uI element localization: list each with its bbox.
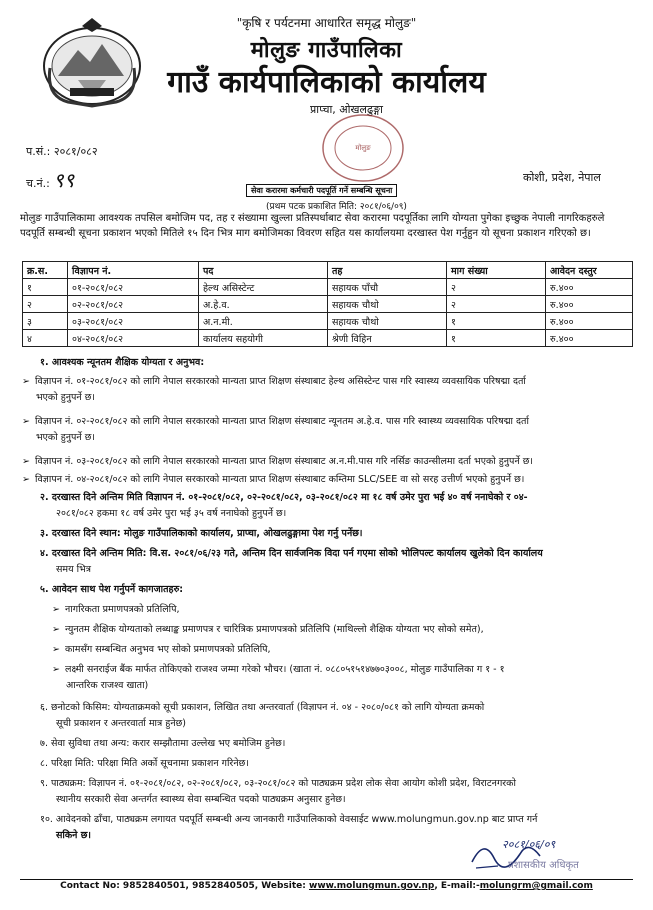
table-cell: १ [23,279,68,296]
arrow-icon: ➢ [52,604,60,615]
table-cell: अ.हे.व. [199,296,328,313]
contact-text: Contact No: 9852840501, 9852840505, Website: [60,881,310,891]
document-item [52,622,484,638]
col-header: पद [199,262,328,279]
section-1-heading: १. आवश्यक न्यूनतम शैक्षिक योग्यता र अनुभव: [40,357,205,368]
section-4: ४. दरखास्त दिने अन्तिम मिति: वि.स. २०८१/०६/२३ गते, अन्तिम दिन सार्वजनिक विदा पर्न गएमा सोको भोलिपल्ट कार्यालय खुलेको दिन कार्यालय [40,548,543,559]
section-8: ८. परिक्षा मिति: परिक्षा मिति अर्को सूचनामा प्रकाशन गरिनेछ। [40,758,249,769]
table-cell: ०४-२०८१/०८२ [68,330,199,347]
palika-name: मोलुङ गाउँपालिका [250,38,403,63]
bullet-3 [22,454,533,470]
table-cell: रु.४०० [546,330,633,347]
col-header: विज्ञापन नं. [68,262,199,279]
province-address: कोशी, प्रदेश, नेपाल [523,171,601,184]
arrow-icon: ➢ [22,474,30,485]
section-2-cont: २०८१/०८२ हकमा १८ वर्ष उमेर पुरा भई ३५ वर्ष ननाघेको हुनुपर्ने छ। [56,508,287,519]
table-cell: ४ [23,330,68,347]
svg-text:मोलुङ: मोलुङ [355,144,371,152]
arrow-icon: ➢ [52,664,60,675]
col-header: तह [328,262,447,279]
col-header: माग संख्या [447,262,546,279]
document-item-text: न्युनतम शैक्षिक योग्यताको लब्धाङ्क प्रमाणपत्र र चारित्रिक प्रमाणपत्रको प्रतिलिपि (माथिल्लो शैक्षिक योग्यता भए सोको समेत), [65,624,484,635]
table-cell: २ [23,296,68,313]
table-row [23,279,633,296]
section-9: ९. पाठ्यक्रम: विज्ञापन नं. ०१-२०८१/०८२, ०२-२०८१/०८२, ०३-२०८१/०८२ को पाठ्यक्रम प्रदेश लोक सेवा आयोग कोशी प्रदेश, विराटनगरको [40,778,516,789]
footer-divider [20,879,633,880]
office-title: गाउँ कार्यपालिकाको कार्यालय [167,65,486,100]
col-header: क्र.स. [23,262,68,279]
section-3: ३. दरखास्त दिने स्थान: मोलुङ गाउँपालिकाको कार्यालय, प्राप्चा, ओखलढुङ्गामा पेश गर्नु पर्नेछ। [40,528,363,539]
bullet-4 [22,472,524,488]
motto: "कृषि र पर्यटनमा आधारित समृद्ध मोलुङ" [236,16,417,30]
table-cell: २ [447,279,546,296]
notice-title: सेवा करारमा कर्मचारी पदपूर्ति गर्ने सम्बन्धि सूचना [246,184,397,197]
document-item-cont: आन्तरिक राजश्व खाता) [66,680,149,691]
bullet-3-text: विज्ञापन नं. ०३-२०८१/०८२ को लागि नेपाल सरकारको मान्यता प्राप्त शिक्षण संस्थाबाट अ.न.मी.पास गरि नर्सिङ काउन्सीलमा दर्ता भएको हुनुपर्ने छ। [35,456,533,467]
intro-paragraph: मोलुङ गाउँपालिकामा आवश्यक तपसिल बमोजिम पद, तह र संख्यामा खुल्ला प्रतिस्पर्धाबाट सेवा करारमा पदपूर्तिका लागि योग्यता पुगेका इच्छुक नेपाली नागरिकहरुले पदपूर्ति सम्बन्धी सूचना प्रकाशन भएको मितिले १५ दिन भित्र माग बमोजिमका विवरण सहित यस कार्यालयमा दरखास्त पेश गर्नुहुन यो सूचना प्रकाशन गरिएको छ। [20,213,605,239]
section-5-heading: ५. आवेदन साथ पेश गर्नुपर्ने कागजातहरु: [40,584,184,595]
email-link[interactable]: molungrm@gmail.com [479,881,593,891]
document-item-text: नागरिकता प्रमाणपत्रको प्रतिलिपि, [65,604,180,615]
table-row [23,296,633,313]
table-cell: रु.४०० [546,279,633,296]
table-row [23,330,633,347]
bullet-2 [22,414,529,430]
section-6: ६. छनोटको किसिम: योग्यताक्रमको सूची प्रकाशन, लिखित तथा अन्तरवार्ता (विज्ञापन नं. ०४ - २०८०/०८१ को लागि योग्यता क्रमको [40,702,485,713]
signature-date: २०८१/०६/०९ [502,838,556,851]
arrow-icon: ➢ [22,456,30,467]
arrow-icon: ➢ [52,624,60,635]
vacancy-table [22,261,633,347]
bullet-4-text: विज्ञापन नं. ०४-२०८१/०८२ को लागि नेपाल सरकारको मान्यता प्राप्त शिक्षण संस्थाबाट कम्तिमा SLC/SEE वा सो सरह उत्तीर्ण भएको हुनुपर्ने छ। [35,474,525,485]
email-label: , E-mail:- [434,881,480,891]
table-cell: अ.न.मी. [199,313,328,330]
document-item [52,662,505,678]
table-cell: हेल्थ असिस्टेन्ट [199,279,328,296]
office-address: प्राप्चा, ओखलढुङ्गा [309,103,384,116]
section-10-cont: सकिने छ। [56,830,92,841]
patra-sankhya: प.सं.: २०८१/०८२ [26,145,98,158]
section-9-cont: स्थानीय सरकारी सेवा अन्तर्गत स्वास्थ्य सेवा सम्बन्धित पदको पाठ्यक्रम अनुसार हुनेछ। [56,794,346,805]
document-item [52,642,271,658]
bullet-1-text: विज्ञापन नं. ०१-२०८१/०८२ को लागि नेपाल सरकारको मान्यता प्राप्त शिक्षण संस्थाबाट हेल्थ असिस्टेन्ट पास गरि स्वास्थ्य व्यवसायिक परिषद्मा दर्ता [35,376,526,387]
table-cell: ०३-२०८१/०८२ [68,313,199,330]
document-item-text: लक्ष्मी सनराईज बैंक मार्फत तोकिएको राजश्व जम्मा गरेको भौचर। (खाता नं. ०८८०५१५१४७७०३००८, मोलुङ गाउँपालिका ग १ - १ [65,664,505,675]
chalani-label: च.नं.: [26,177,50,190]
table-cell: २ [447,296,546,313]
table-cell: रु.४०० [546,313,633,330]
section-4-cont: समय भित्र [56,564,92,575]
table-cell: ३ [23,313,68,330]
bullet-2-text: विज्ञापन नं. ०२-२०८१/०८२ को लागि नेपाल सरकारको मान्यता प्राप्त शिक्षण संस्थाबाट न्यूनतम अ.हे.व. पास गरि स्वास्थ्य व्यवसायिक परिषद्मा दर्ता [35,416,529,427]
table-cell: १ [447,330,546,347]
arrow-icon: ➢ [22,376,30,387]
office-stamp [320,112,406,184]
bullet-1-cont: भएको हुनुपर्ने छ। [36,392,95,403]
section-10: १०. आवेदनको ढाँचा, पाठ्यक्रम लगायत पदपूर्ति सम्बन्धी अन्य जानकारी गाउँपालिकाको वेवसाईट www.molungmun.gov.np बाट प्राप्त गर्न [40,814,538,825]
section-2: २. दरखास्त दिने अन्तिम मिति विज्ञापन नं. ०१-२०८१/०८२, ०२-२०८१/०८२, ०३-२०८१/०८२ मा १८ वर्ष उमेर पुरा भई ४० वर्ष ननाघेको र ०४- [40,492,528,503]
table-cell: ०१-२०८१/०८२ [68,279,199,296]
arrow-icon: ➢ [52,644,60,655]
signature-title: प्रशासकीय अधिकृत [508,860,579,871]
edition-date: (प्रथम पटक प्रकाशित मिति: २०८१/०६/०९) [266,202,407,212]
table-cell: सहायक चौथो [328,296,447,313]
col-header: आवेदन दस्तुर [546,262,633,279]
table-cell: १ [447,313,546,330]
document-item [52,602,180,618]
bullet-2-cont: भएको हुनुपर्ने छ। [36,432,95,443]
chalani-number: ९९ [53,168,75,192]
document-item-text: कामसँग सम्बन्धित अनुभव भए सोको प्रमाणपत्रको प्रतिलिपि, [65,644,271,655]
section-7: ७. सेवा सुविधा तथा अन्य: करार सम्झौतामा उल्लेख भए बमोजिम हुनेछ। [40,738,286,749]
table-header-row [23,262,633,279]
table-row [23,313,633,330]
bullet-1 [22,374,526,390]
footer-contact [0,881,653,891]
chalani-number-row [26,166,74,193]
table-cell: कार्यालय सहयोगी [199,330,328,347]
signature-stamp [468,818,618,878]
table-cell: श्रेणी विहिन [328,330,447,347]
website-link[interactable]: www.molungmun.gov.np [309,881,435,891]
arrow-icon: ➢ [22,416,30,427]
table-cell: ०२-२०८१/०८२ [68,296,199,313]
table-cell: सहायक चौथो [328,313,447,330]
table-cell: रु.४०० [546,296,633,313]
section-6-cont: सूची प्रकाशन र अन्तरवार्ता मात्र हुनेछ) [56,718,186,729]
table-cell: सहायक पाँचौ [328,279,447,296]
